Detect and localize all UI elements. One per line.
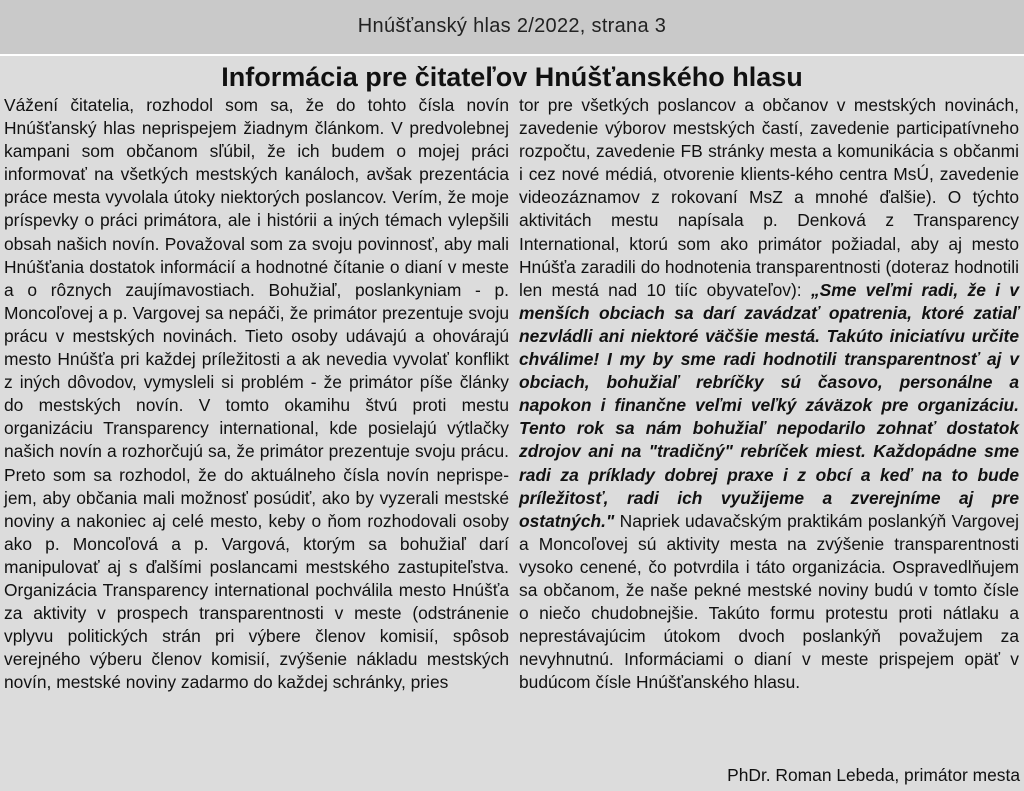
header-text: Hnúšťanský hlas 2/2022, strana 3 bbox=[357, 14, 667, 37]
right-column bbox=[519, 94, 1019, 694]
page-header bbox=[0, 0, 1024, 56]
quote-text: „Sme veľmi radi, že i v menších obciach sa darí zavádzať opatrenia, ktoré zatiaľ nezvládli ani niektoré väčšie mestá. Takúto iniciatívu určite chválime! I my by sme radi hodnotili transparentnosť aj v obciach, bohužiaľ rebríčky sú časovo, personálne a napokon i finančne veľmi veľký záväzok pre organizáciu. Tento rok sa nám bohužiaľ nepodarilo zohnať dostatok zdrojov ani na "tradičný" rebríček miest. Každopádne sme radi za príklady dobrej praxe i z obcí a keď na to bude príležitosť, radi ich využijeme a zverejníme aj pre ostatných." bbox=[519, 279, 1019, 531]
left-column-text: Vážení čitatelia, rozhodol som sa, že do tohto čísla novín Hnúšťanský hlas neprispejem žiadnym článkom. V predvolebnej kampani som občanom sľúbil, že ich budem o mojej práci informovať na všetkých mestských kanáloch, avšak prezentácia práce mesta vyvolala útoky niektorých poslancov. Verím, že moje príspevky o práci primátora, ale i histórii a iných témach vylepšili obsah našich novín. Považoval som za svoju povinnosť, aby mali Hnúšťania dostatok informácií a hodnotné čítanie o dianí v meste a o rôznych zaujímavostiach. Bohužiaľ, poslankyniam - p. Moncoľovej a p. Vargovej sa nepáči, že primátor prezentuje svoju prácu v mestských novinách. Tieto osoby udávajú a ohovárajú mesto Hnúšťa pri každej príležitosti a ak nevedia vyvolať konflikt z iných dôvodov, vymysleli si problém - že primátor píše články do mestských novín. V tomto okamihu štvú proti mestu organizáciu Transparency international, kde posielajú výtlačky našich novín a rozhorčujú sa, že primátor prezentuje svoju prácu. Preto som sa rozhodol, že do aktuálneho čísla novín neprispejem, aby občania mali možnosť posúdiť, ako by vyzerali mestské noviny a nakoniec aj celé mesto, keby o ňom rozhodovali osoby ako p. Moncoľová a p. Vargová, ktorým sa bohužiaľ darí manipulovať aj s ďalšími poslancami mestského zastupiteľstva. Organizácia Transparency international pochválila mesto Hnúšťa za aktivity v prospech transparentnosti v meste (odstránenie vplyvu politických strán pri výbere členov komisií, spôsob verejného výberu členov komisií, zvýšenie nákladu mestských novín, mestské noviny zadarmo do každej schránky, pries bbox=[4, 95, 509, 693]
article-title: Informácia pre čitateľov Hnúšťanského hlasu bbox=[221, 62, 803, 92]
right-column-text-after-quote: Napriek udavačským praktikám poslankýň Vargovej a Moncoľovej sú aktivity mesta na zvýšenie transparentnosti vysoko cenené, čo potvrdila i táto organizácia. Ospravedlňujem sa občanom, že naše pekné mestské noviny budú v tomto čísle o niečo chudobnejšie. Takúto formu protestu proti nátlaku a neprestávajúcim útokom dvoch poslankýň považujem za nevyhnutnú. Informáciami o dianí v meste prispejem opäť v budúcom čísle Hnúšťanského hlasu. bbox=[519, 510, 1019, 693]
signature: PhDr. Roman Lebeda, primátor mesta bbox=[727, 765, 1020, 785]
right-column-text-before-quote: tor pre všetkých poslancov a občanov v mestských novinách, zavedenie výborov mestských častí, zavedenie participatívneho rozpočtu, zavedenie FB stránky mesta a komunikácia s občanmi i cez nové médiá, otvorenie klients-kého centra MsÚ, zavedenie videozáznamov z rokovaní MsZ a mnohé ďalšie). O týchto aktivitách mestu napísala p. Denková z Transparency International, ktorú som ako primátor požiadal, aby aj mesto Hnúšťa zaradili do hodnotenia transparentnosti (doteraz hodnotili len mestá nad 10 tiíc obyvateľov): bbox=[519, 95, 1019, 300]
